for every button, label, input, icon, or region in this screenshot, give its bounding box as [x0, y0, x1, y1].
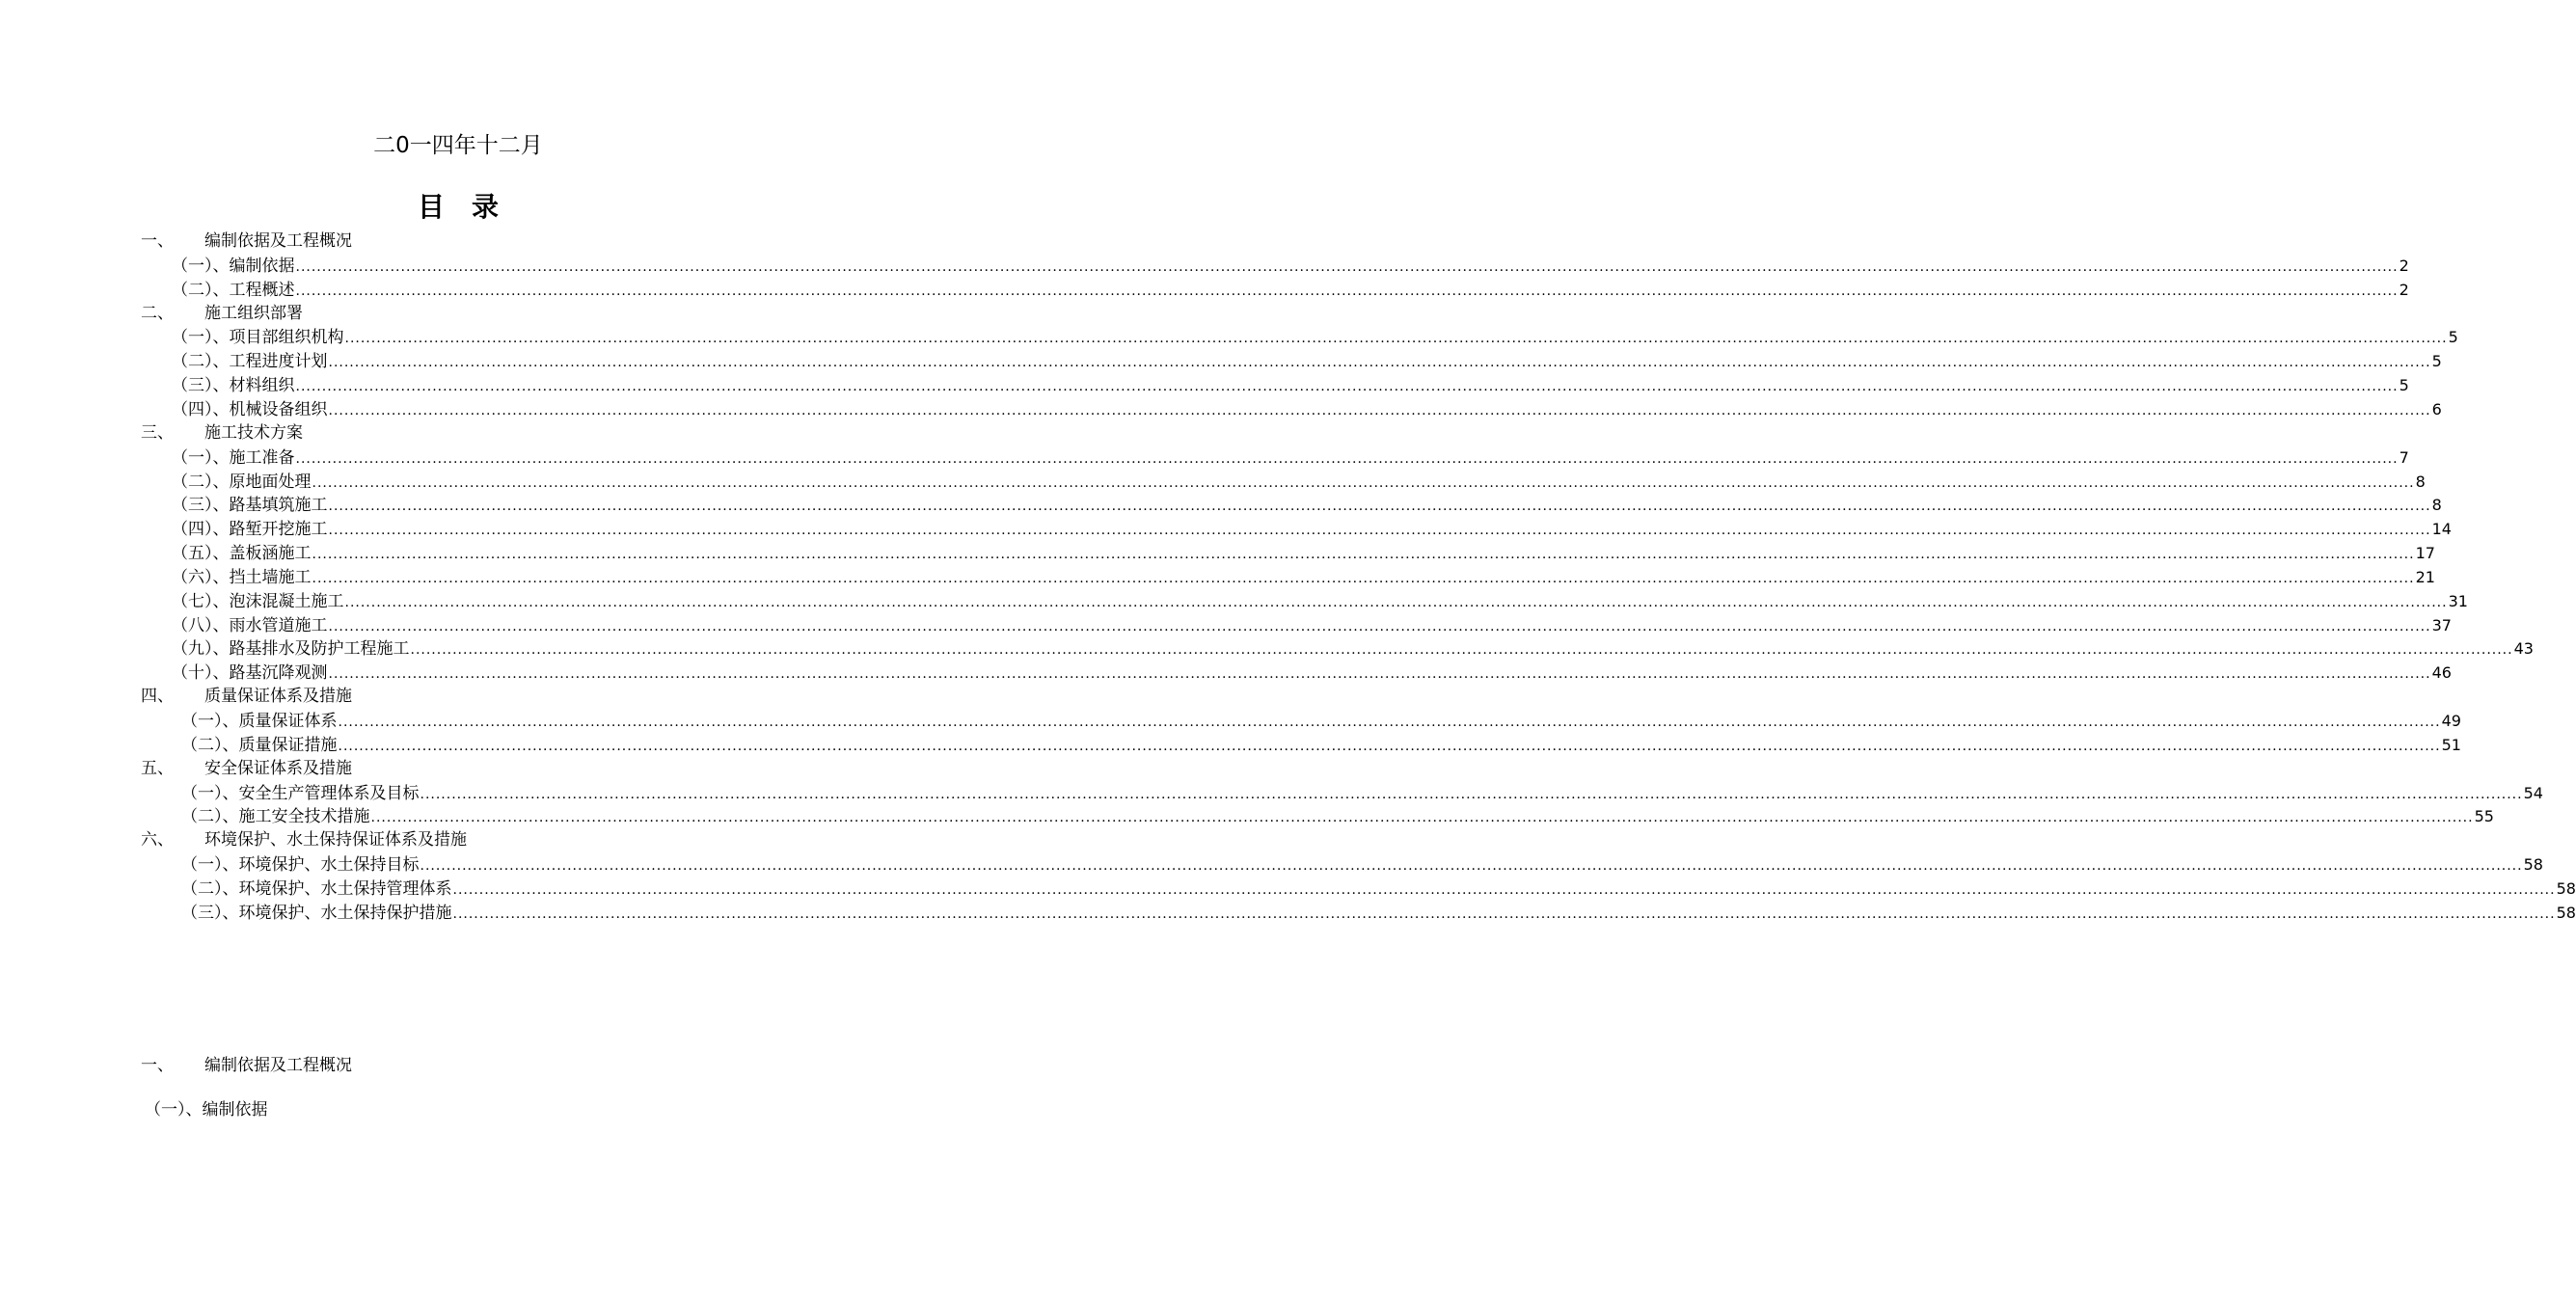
toc-entry-page: 43	[2513, 639, 2534, 659]
toc-entry-label: （十）、路基沉降观测	[172, 663, 328, 684]
toc-entry	[172, 325, 2458, 349]
toc-entry	[172, 517, 2452, 541]
toc-leader-dots: ................................................................................................................................................................................................................................................................................................................................................................................................................	[420, 858, 2523, 875]
toc-leader-dots: ................................................................................................................................................................................................................................................................................................................................................................................................................	[295, 450, 2399, 467]
toc-entry	[172, 661, 2452, 685]
toc-entry	[172, 446, 2409, 470]
toc-leader-dots: ................................................................................................................................................................................................................................................................................................................................................................................................................	[420, 786, 2523, 802]
toc-entry-page: 46	[2431, 663, 2452, 683]
toc-leader-dots: ................................................................................................................................................................................................................................................................................................................................................................................................................	[452, 905, 2556, 922]
toc-entry-label: （四）、机械设备组织	[172, 399, 328, 419]
toc-entry-page: 21	[2415, 567, 2435, 586]
toc-entry-page: 54	[2523, 783, 2543, 802]
toc-entry	[172, 397, 2442, 421]
toc-section-title: 安全保证体系及措施	[204, 758, 352, 778]
toc-entry	[181, 804, 2494, 828]
toc-title: 目录	[417, 191, 526, 223]
body-heading-text: 编制依据及工程概况	[204, 1056, 352, 1075]
toc-entry-page: 5	[2399, 376, 2409, 395]
body-subheading: （一）、编制依据	[145, 1100, 268, 1120]
toc-entry-page: 17	[2415, 544, 2435, 563]
toc-entry-label: （五）、盖板涵施工	[172, 544, 312, 564]
toc-leader-dots: ................................................................................................................................................................................................................................................................................................................................................................................................................	[312, 570, 2415, 586]
toc-entry	[181, 852, 2543, 877]
toc-leader-dots: ................................................................................................................................................................................................................................................................................................................................................................................................................	[328, 618, 2431, 634]
toc-leader-dots: ................................................................................................................................................................................................................................................................................................................................................................................................................	[295, 283, 2399, 299]
toc-section-number: 四、	[141, 687, 174, 707]
toc-section	[0, 828, 916, 852]
toc-entry-page: 2	[2399, 280, 2409, 299]
toc-entry	[172, 470, 2426, 494]
body-section-heading	[0, 1053, 916, 1078]
toc-section-title: 编制依据及工程概况	[204, 231, 352, 251]
toc-entry-page: 51	[2441, 735, 2461, 754]
toc-leader-dots: ................................................................................................................................................................................................................................................................................................................................................................................................................	[370, 810, 2474, 826]
toc-entry	[172, 278, 2409, 302]
body-heading-number: 一、	[141, 1056, 174, 1075]
toc-section-number: 三、	[141, 422, 174, 443]
toc-entry	[181, 877, 2576, 901]
toc-leader-dots: ................................................................................................................................................................................................................................................................................................................................................................................................................	[312, 547, 2415, 563]
toc-entry	[181, 901, 2576, 925]
toc-entry-label: （三）、材料组织	[172, 376, 295, 396]
toc-entry	[172, 636, 2534, 661]
toc-entry-label: （二）、环境保护、水土保持管理体系	[181, 878, 452, 899]
toc-section	[0, 757, 916, 781]
toc-leader-dots: ................................................................................................................................................................................................................................................................................................................................................................................................................	[328, 499, 2431, 515]
toc-entry	[181, 781, 2543, 805]
toc-entry-label: （四）、路堑开挖施工	[172, 520, 328, 540]
date-line: 二0一四年十二月	[373, 133, 543, 158]
toc-entry-label: （二）、工程进度计划	[172, 352, 328, 372]
toc-leader-dots: ................................................................................................................................................................................................................................................................................................................................................................................................................	[328, 523, 2431, 539]
toc-entry-label: （一）、编制依据	[172, 256, 295, 276]
toc-leader-dots: ................................................................................................................................................................................................................................................................................................................................................................................................................	[344, 594, 2448, 610]
toc-entry	[172, 254, 2409, 278]
toc-section-title: 施工组织部署	[204, 303, 303, 323]
toc-entry-page: 5	[2431, 352, 2442, 371]
toc-entry-label: （六）、挡土墙施工	[172, 567, 312, 587]
toc-entry-label: （三）、路基填筑施工	[172, 496, 328, 516]
toc-entry-label: （二）、原地面处理	[172, 472, 312, 492]
toc-entry-page: 31	[2448, 591, 2468, 610]
toc-leader-dots: ................................................................................................................................................................................................................................................................................................................................................................................................................	[312, 474, 2415, 491]
toc-entry-page: 2	[2399, 256, 2409, 275]
toc-section-number: 二、	[141, 303, 174, 323]
toc-entry-label: （二）、工程概述	[172, 280, 295, 300]
toc-leader-dots: ................................................................................................................................................................................................................................................................................................................................................................................................................	[338, 738, 2441, 754]
toc-entry	[172, 349, 2442, 373]
toc-section-title: 质量保证体系及措施	[204, 687, 352, 707]
toc-entry-label: （二）、施工安全技术措施	[181, 807, 370, 827]
toc-entry-page: 6	[2431, 399, 2442, 418]
toc-entry-label: （三）、环境保护、水土保持保护措施	[181, 903, 452, 923]
toc-section-title: 施工技术方案	[204, 422, 303, 443]
toc-entry	[172, 613, 2452, 637]
toc-entry-label: （一）、环境保护、水土保持目标	[181, 855, 420, 876]
toc-entry	[172, 541, 2435, 565]
toc-entry-label: （一）、施工准备	[172, 447, 295, 468]
toc-entry	[172, 565, 2435, 589]
toc-section	[0, 230, 916, 254]
toc-entry	[181, 733, 2461, 757]
toc-leader-dots: ................................................................................................................................................................................................................................................................................................................................................................................................................	[452, 881, 2556, 898]
toc-section	[0, 421, 916, 446]
toc-leader-dots: ................................................................................................................................................................................................................................................................................................................................................................................................................	[295, 379, 2399, 395]
toc-entry-label: （一）、项目部组织机构	[172, 328, 344, 348]
toc-leader-dots: ................................................................................................................................................................................................................................................................................................................................................................................................................	[328, 666, 2431, 683]
toc-entry-page: 58	[2556, 903, 2576, 922]
toc-entry-label: （一）、质量保证体系	[181, 712, 338, 731]
toc-leader-dots: ................................................................................................................................................................................................................................................................................................................................................................................................................	[410, 642, 2513, 659]
toc-entry	[172, 589, 2468, 613]
toc-entry-label: （一）、安全生产管理体系及目标	[181, 783, 420, 803]
toc-entry-page: 5	[2448, 328, 2458, 347]
toc-entry-page: 55	[2474, 807, 2494, 826]
toc-entry-page: 7	[2399, 447, 2409, 467]
toc-leader-dots: ................................................................................................................................................................................................................................................................................................................................................................................................................	[344, 331, 2448, 347]
toc-section-title: 环境保护、水土保持保证体系及措施	[204, 830, 467, 850]
toc-entry-page: 58	[2556, 878, 2576, 898]
toc-entry-page: 49	[2441, 712, 2461, 730]
toc-entry-label: （九）、路基排水及防护工程施工	[172, 639, 410, 660]
toc-entry-label: （八）、雨水管道施工	[172, 615, 328, 635]
toc-leader-dots: ................................................................................................................................................................................................................................................................................................................................................................................................................	[328, 402, 2431, 418]
toc-entry-label: （七）、泡沫混凝土施工	[172, 591, 344, 611]
toc-entry-page: 8	[2415, 472, 2426, 491]
toc-entry-page: 14	[2431, 520, 2452, 539]
toc-entry	[172, 373, 2409, 397]
toc-leader-dots: ................................................................................................................................................................................................................................................................................................................................................................................................................	[295, 258, 2399, 275]
toc-entry-label: （二）、质量保证措施	[181, 735, 338, 755]
toc-entry	[172, 493, 2442, 517]
toc-section-number: 六、	[141, 830, 174, 850]
toc-section-number: 一、	[141, 231, 174, 251]
toc-section	[0, 685, 916, 709]
toc-section	[0, 302, 916, 326]
toc-entry	[181, 709, 2461, 733]
toc-leader-dots: ................................................................................................................................................................................................................................................................................................................................................................................................................	[338, 715, 2441, 730]
toc-section-number: 五、	[141, 758, 174, 778]
toc-entry-page: 58	[2523, 855, 2543, 875]
toc-leader-dots: ................................................................................................................................................................................................................................................................................................................................................................................................................	[328, 355, 2431, 371]
toc-entry-page: 8	[2431, 496, 2442, 515]
toc-entry-page: 37	[2431, 615, 2452, 634]
